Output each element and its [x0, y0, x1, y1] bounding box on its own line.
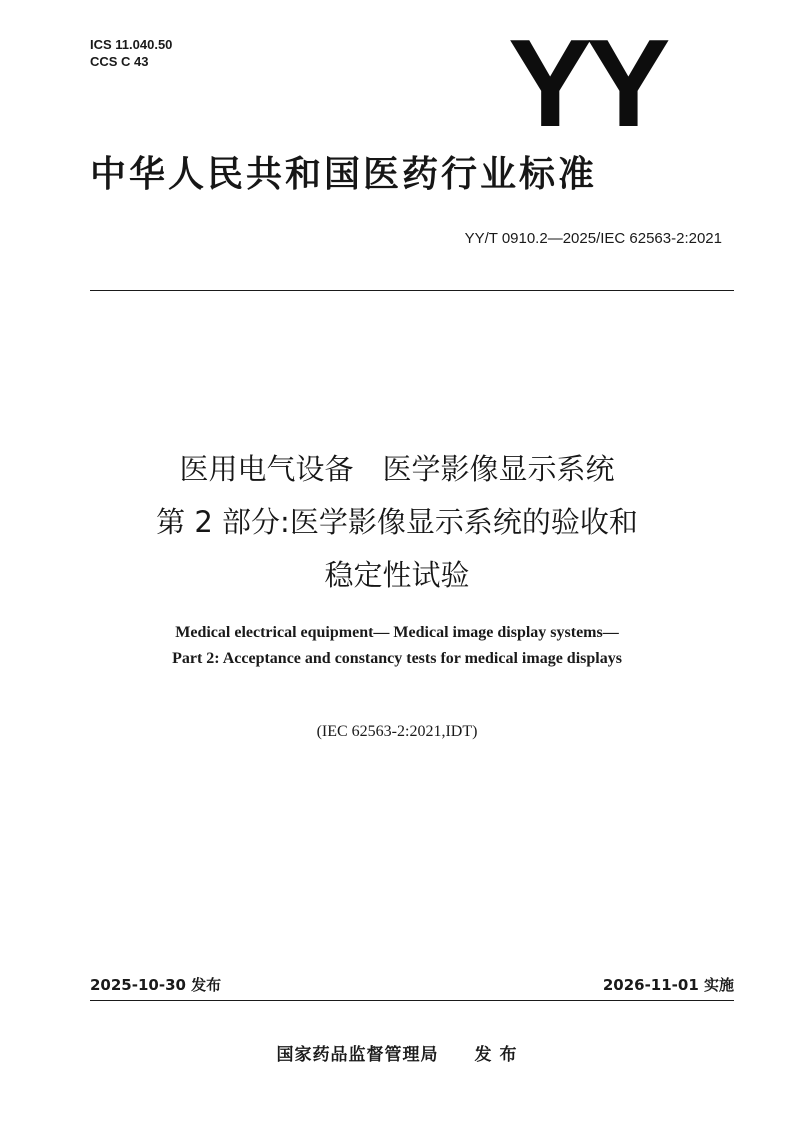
classification-codes	[90, 36, 172, 70]
dates-row	[90, 974, 734, 996]
ccs-code: CCS C 43	[90, 54, 149, 69]
publication-date: 2025-10-30 发布	[90, 976, 222, 994]
equivalence-note: (IEC 62563-2:2021,IDT)	[316, 723, 478, 740]
issuing-authority	[60, 1043, 734, 1067]
english-title-line-1: Medical electrical equipment— Medical image display systems—	[175, 624, 619, 641]
chinese-title	[60, 443, 734, 602]
issuer-action: 发 布	[474, 1045, 518, 1065]
standard-number: YY/T 0910.2—2025/IEC 62563-2:2021	[464, 230, 722, 247]
footer-divider	[90, 1000, 734, 1001]
standard-category-title: 中华人民共和国医药行业标准	[90, 154, 598, 195]
chinese-title-line-1: 医用电气设备 医学影像显示系统	[179, 452, 615, 486]
english-title	[60, 620, 734, 672]
implementation-date: 2026-11-01 实施	[602, 976, 734, 994]
header-divider	[90, 290, 734, 291]
chinese-title-line-3: 稳定性试验	[324, 558, 470, 592]
issuer-name: 国家药品监督管理局	[276, 1045, 439, 1065]
chinese-title-line-2: 第 2 部分:医学影像显示系统的验收和	[156, 505, 638, 539]
ics-code: ICS 11.040.50	[90, 37, 173, 52]
english-title-line-2: Part 2: Acceptance and constancy tests for medical image displays	[172, 650, 622, 667]
yy-logo: YY	[508, 15, 665, 153]
